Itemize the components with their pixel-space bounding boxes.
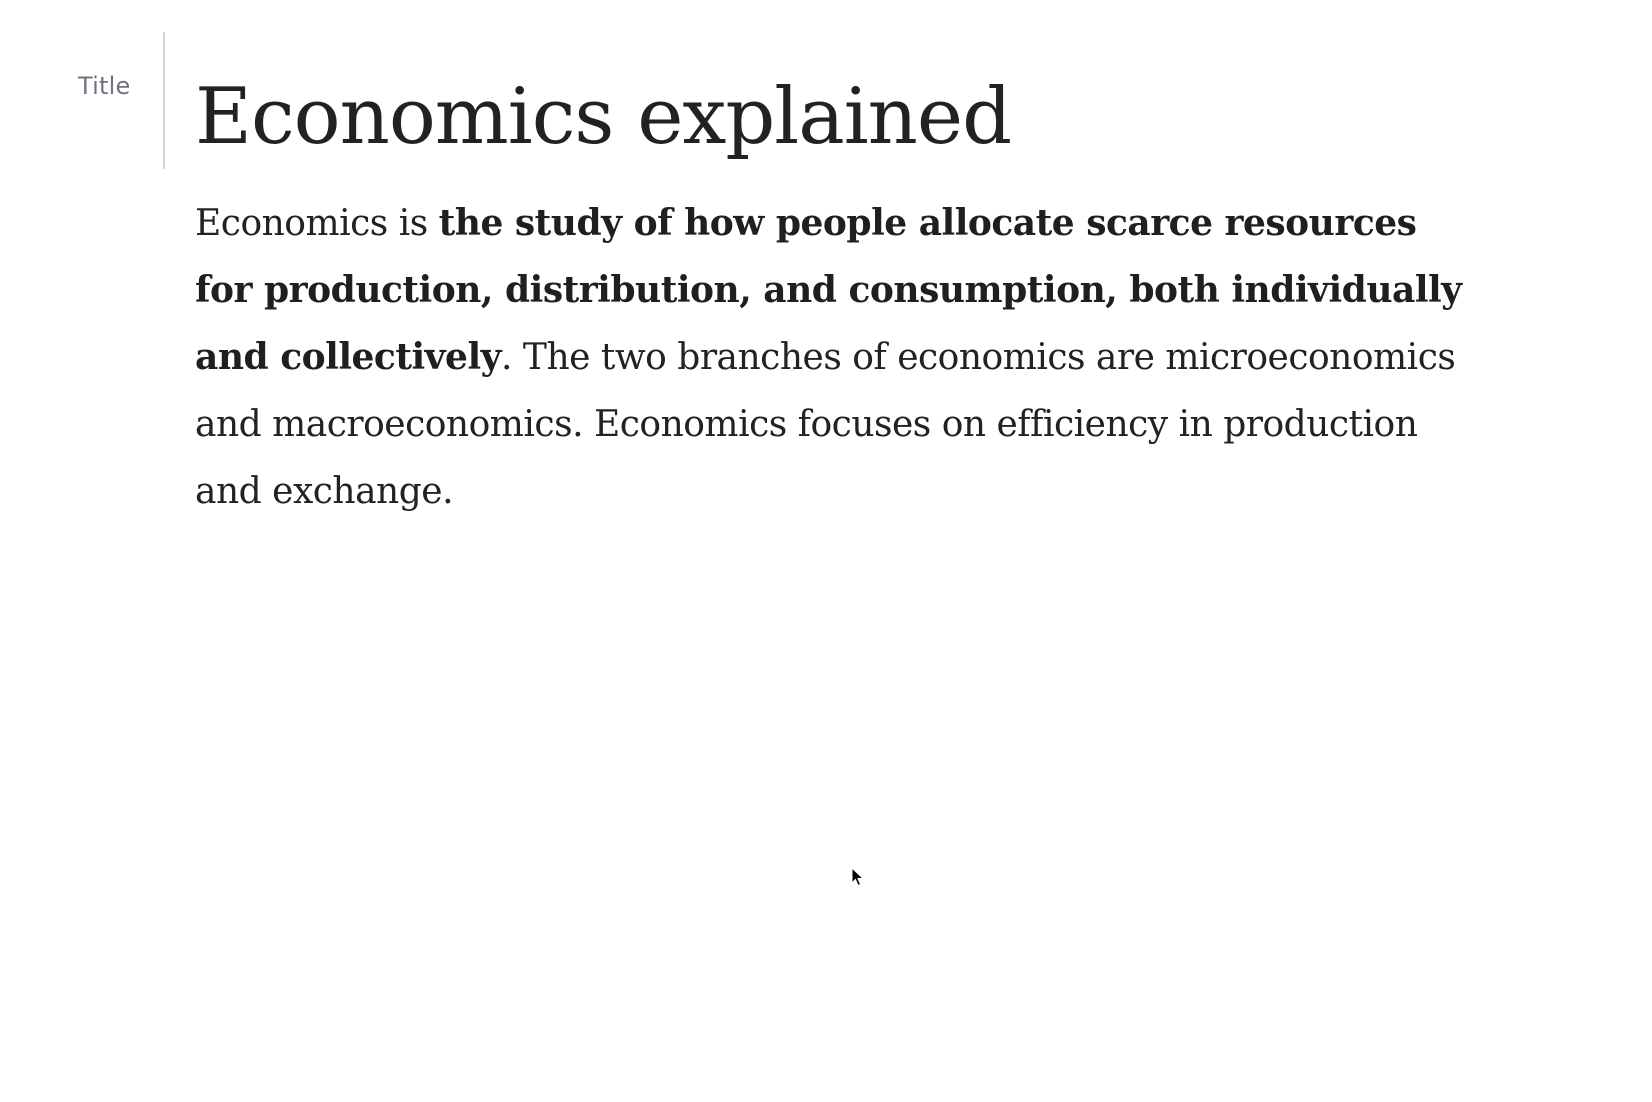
block-style-label[interactable]: Title xyxy=(78,72,131,100)
body-text-rest: . The two branches of economics are microeconomics and macroeconomics. Economics focuses on efficiency in production and exchange. xyxy=(195,337,1456,512)
document-body-paragraph[interactable] xyxy=(195,190,1475,525)
body-text-bold: the study of how people allocate scarce resources for production, distribution, and consumption, both individually and collectively xyxy=(195,202,1462,378)
mouse-pointer-icon xyxy=(851,867,865,887)
block-divider xyxy=(163,32,165,169)
document-title[interactable]: Economics explained xyxy=(195,72,1011,162)
body-text-intro: Economics is xyxy=(195,203,439,244)
